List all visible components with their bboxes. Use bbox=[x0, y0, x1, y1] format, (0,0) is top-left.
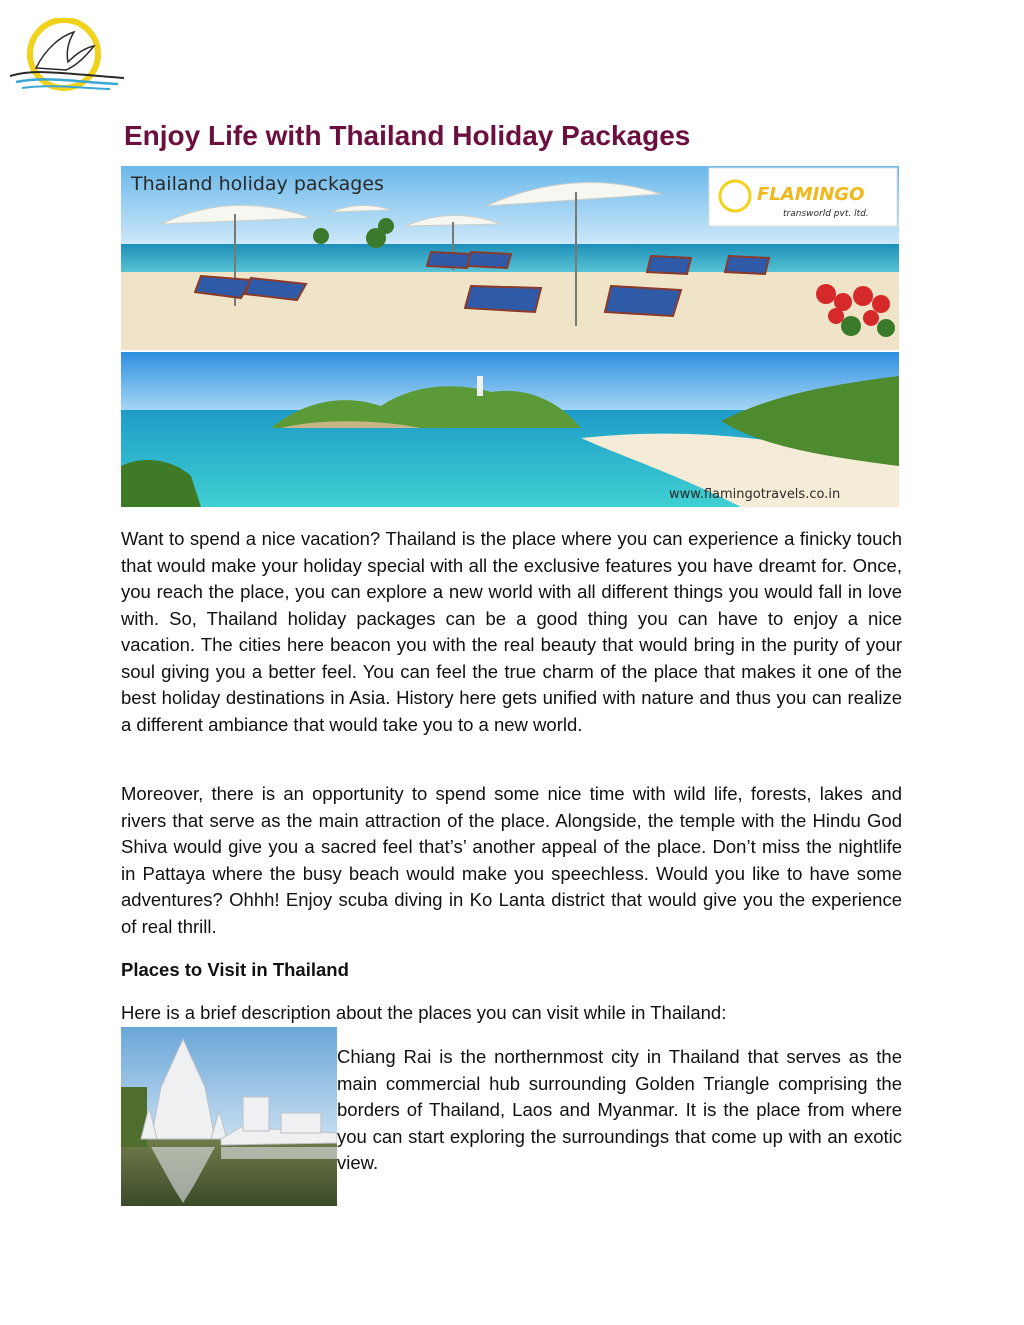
brand-name: FLAMINGO bbox=[757, 184, 865, 205]
brand-subtitle: transworld pvt. ltd. bbox=[783, 209, 869, 219]
white-temple-image bbox=[121, 1027, 337, 1206]
section-heading: Places to Visit in Thailand bbox=[121, 959, 349, 980]
hero-caption: Thailand holiday packages bbox=[131, 173, 384, 195]
chiang-rai-paragraph: Chiang Rai is the northernmost city in Thailand that serves as the main commercial hub surrounding Golden Triangle comprising the borders of Thailand, Laos and Myanmar. It is the place from where you can start exploring the surroundings that come up with an exotic view. bbox=[337, 1046, 902, 1173]
attractions-paragraph: Moreover, there is an opportunity to spend some nice time with wild life, forests, lakes and rivers that serve as the main attraction of the place. Alongside, the temple with the Hindu God Shiva would give you a sacred feel that’s’ another appeal of the place. Don’t miss the nightlife in Pattaya where the busy beach would make you speechless. Would you like to have some adventures? Ohhh! Enjoy scuba diving in Ko Lanta district that would give you the experience of real thrill. bbox=[121, 783, 902, 937]
website-url: www.flamingotravels.co.in bbox=[669, 487, 841, 502]
section-intro: Here is a brief description about the places you can visit while in Thailand: bbox=[121, 1002, 727, 1023]
page-title: Enjoy Life with Thailand Holiday Packages bbox=[124, 120, 691, 151]
hero-banner-image bbox=[121, 166, 899, 507]
company-logo bbox=[6, 18, 126, 94]
intro-paragraph: Want to spend a nice vacation? Thailand is the place where you can experience a finicky touch that would make your holiday special with all the exclusive features you have dreamt for. Once, you reach the place, you can explore a new world with all different things you would fall in love with. So, Thailand holiday packages can be a good thing you can have to enjoy a nice vacation. The cities here beacon you with the real beauty that would bring in the purity of your soul giving you a better feel. You can feel the true charm of the place that makes it one of the best holiday destinations in Asia. History here gets unified with nature and thus you can realize a different ambiance that would take you to a new world. bbox=[121, 528, 902, 735]
